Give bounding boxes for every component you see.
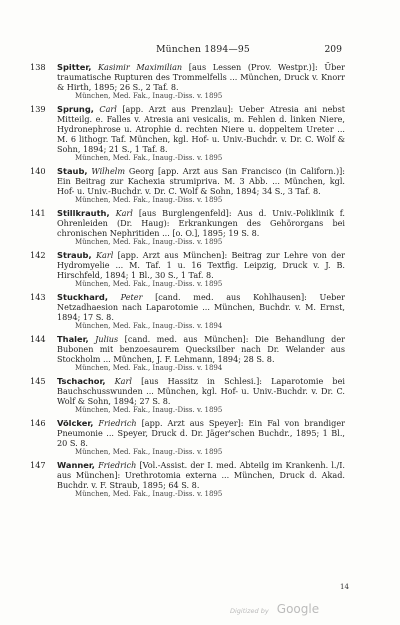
citation-body: [Vol.-Assist. der I. med. Abteilg im Krankenh. l./I. aus München]: Urethrotomia externa ... München, Druck d. Akad. Buchdr. v. F. Straub, 1895; 64 S. 8.: [57, 460, 345, 490]
bibliography-entry: [0, 334, 400, 373]
author-given-name: Wilhelm: [91, 166, 126, 176]
bibliography-entry: [0, 250, 400, 289]
entry-number: 138: [30, 62, 46, 72]
author-given-name: Friedrich: [98, 418, 137, 428]
entry-number: 141: [30, 208, 46, 218]
entry-citation: [57, 250, 345, 280]
author-given-name: Karl: [95, 250, 114, 260]
author-surname: Wanner,: [57, 460, 95, 470]
entry-citation: [57, 376, 345, 406]
author-surname: Sprung,: [57, 104, 94, 114]
author-surname: Tschachor,: [57, 376, 106, 386]
page-header: [0, 44, 400, 58]
author-given-name: Peter: [120, 292, 143, 302]
entry-citation: [57, 334, 345, 364]
signature-mark: 14: [340, 583, 349, 591]
bibliography-list: [0, 62, 400, 502]
dissertation-note: München, Med. Fak., Inaug.-Diss. v. 1894: [75, 364, 223, 372]
bibliography-entry: [0, 376, 400, 415]
dissertation-note: München, Med. Fak., Inaug.-Diss. v. 1895: [75, 490, 223, 498]
author-given-name: Julius: [95, 334, 119, 344]
author-surname: Völcker,: [57, 418, 94, 428]
entry-citation: [57, 104, 345, 154]
entry-number: 139: [30, 104, 46, 114]
dissertation-note: München, Med. Fak., Inaug.-Diss. v. 1894: [75, 322, 223, 330]
citation-body: [aus Hassitz in Schlesi.]: Laparotomie bei Bauchschusswunden ... München, kgl. Hof- u. Univ.-Buchdr. v. Dr. C. Wolf & Sohn, 1894; 27 S. 8.: [57, 376, 345, 406]
author-given-name: Kasimir Maximilian: [98, 62, 183, 72]
author-given-name: Karl: [115, 208, 133, 218]
watermark-prefix: Digitized by: [230, 607, 269, 615]
dissertation-note: München, Med. Fak., Inaug.-Diss. v. 1895: [75, 448, 223, 456]
entry-citation: [57, 292, 345, 322]
citation-body: Georg [app. Arzt aus San Francisco (in Californ.)]: Ein Beitrag zur Kachexia strumipriva. M. 3 Abb. ... München, kgl. Hof- u. Univ.-Buchdr. v. Dr. C. Wolf & Sohn, 1894; 34 S., 3 Taf. 8.: [57, 166, 346, 196]
citation-body: [app. Arzt aus Speyer]: Ein Fal von brandiger Pneumonie ... Speyer, Druck d. Dr. Jäger'schen Buchdr., 1895; 1 Bl., 20 S. 8.: [57, 418, 345, 448]
entry-citation: [57, 166, 345, 196]
citation-body: [aus Burglengenfeld]: Aus d. Univ.-Poliklinik f. Ohrenleiden (Dr. Haug): Erkrankungen des Gehörorgans bei chronischen Nephritiden ... [o. O.], 1895; 19 S. 8.: [57, 208, 346, 238]
entry-number: 140: [30, 166, 46, 176]
citation-body: [app. Arzt aus München]: Beitrag zur Lehre von der Hydromyelie ... M. Taf. 1 u. 16 Textfig. Leipzig, Druck v. J. B. Hirschfeld, 1894; 1 Bl., 30 S., 1 Taf. 8.: [57, 250, 345, 280]
author-given-name: Friedrich: [98, 460, 137, 470]
entry-citation: [57, 418, 345, 448]
author-surname: Straub,: [57, 250, 92, 260]
citation-body: [aus Lessen (Prov. Westpr.)]: Über traumatische Rupturen des Trommelfells ... München, Druck v. Knorr & Hirth, 1895; 26 S., 2 Taf. 8.: [57, 62, 345, 92]
entry-number: 142: [30, 250, 46, 260]
author-surname: Spitter,: [57, 62, 92, 72]
entry-number: 146: [30, 418, 46, 428]
bibliography-entry: [0, 208, 400, 247]
entry-citation: [57, 62, 345, 92]
bibliography-entry: [0, 460, 400, 499]
citation-body: [cand. med. aus München]: Die Behandlung der Bubonen mit benzoesaurem Quecksilber nach Dr. Welander aus Stockholm ... München, J. F. Lehmann, 1894; 28 S. 8.: [57, 334, 345, 364]
author-surname: Stillkrauth,: [57, 208, 110, 218]
entry-number: 144: [30, 334, 46, 344]
author-surname: Stuckhard,: [57, 292, 108, 302]
entry-number: 145: [30, 376, 46, 386]
author-given-name: Karl: [114, 376, 132, 386]
dissertation-note: München, Med. Fak., Inaug.-Diss. v. 1895: [75, 196, 223, 204]
author-given-name: Carl: [99, 104, 117, 114]
watermark-brand: Google: [276, 602, 320, 616]
dissertation-note: München, Med. Fak., Inaug.-Diss. v. 1895: [75, 238, 223, 246]
bibliography-entry: [0, 62, 400, 101]
bibliography-entry: [0, 418, 400, 457]
dissertation-note: München, Med. Fak., Inaug.-Diss. v. 1895: [75, 280, 223, 288]
bibliography-entry: [0, 292, 400, 331]
dissertation-note: München, Med. Fak., Inaug.-Diss. v. 1895: [75, 154, 223, 162]
dissertation-note: München, Med. Fak., Inaug.-Diss. v. 1895: [75, 92, 223, 100]
entry-citation: [57, 460, 345, 490]
digitization-watermark: [230, 598, 319, 617]
bibliography-entry: [0, 166, 400, 205]
citation-body: [cand. med. aus Kohlhausen]: Ueber Netzadhaesion nach Laparotomie ... München, Buchdr. v. M. Ernst, 1894; 17 S. 8.: [57, 292, 345, 322]
page-number: 209: [324, 44, 342, 55]
entry-number: 147: [30, 460, 46, 470]
dissertation-note: München, Med. Fak., Inaug.-Diss. v. 1895: [75, 406, 223, 414]
entry-citation: [57, 208, 345, 238]
bibliography-entry: [0, 104, 400, 163]
author-surname: Staub,: [57, 166, 88, 176]
entry-number: 143: [30, 292, 46, 302]
author-surname: Thaler,: [57, 334, 89, 344]
running-title: München 1894—95: [156, 44, 250, 55]
citation-body: [app. Arzt aus Prenzlau]: Ueber Atresia ani nebst Mitteilg. e. Falles v. Atresia ani vesicalis, m. Fehlen d. linken Niere, Hydronephrose u. Atrophie d. rechten Niere u. doppeltem Ureter ... M. 6 lithogr. Taf. München, kgl. Hof- u. Univ.-Buchdr. v. Dr. C. Wolf & Sohn, 1894; 21 S., 1 Taf. 8.: [57, 104, 345, 154]
